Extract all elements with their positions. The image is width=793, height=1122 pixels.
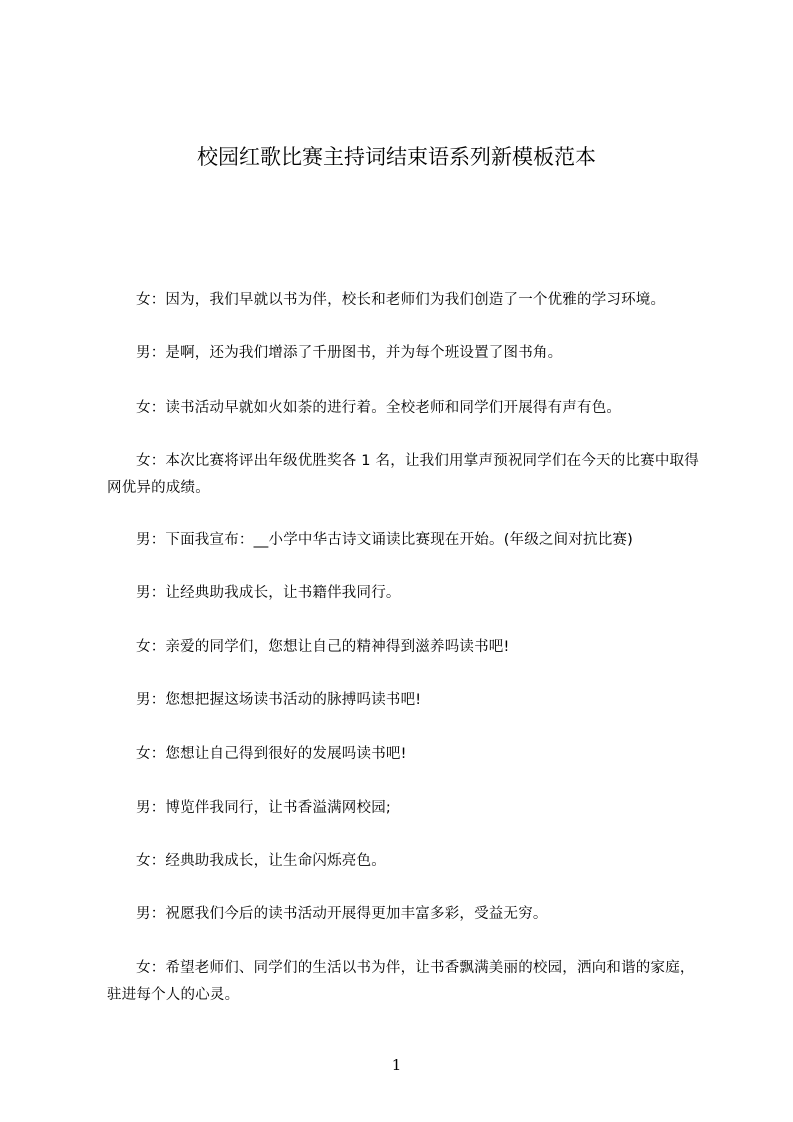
paragraph: 女：经典助我成长，让生命闪烁亮色。: [136, 853, 386, 869]
paragraph: 女：希望老师们、同学们的生活以书为伴，让书香飘满美丽的校园，洒向和谐的家庭，驻进每个人的心灵。: [107, 960, 695, 1003]
page-number: 1: [391, 1056, 402, 1074]
paragraph: 女：读书活动早就如火如荼的进行着。全校老师和同学们开展得有声有色。: [136, 400, 622, 416]
paragraph: 男：祝愿我们今后的读书活动开展得更加丰富多彩，受益无穷。: [136, 906, 548, 922]
paragraph: 女：亲爱的同学们，您想让自己的精神得到滋养吗读书吧!: [136, 639, 510, 655]
paragraph: 男：博览伴我同行，让书香溢满网校园;: [136, 800, 391, 816]
paragraph: 男：您想把握这场读书活动的脉搏吗读书吧!: [136, 692, 422, 708]
paragraph: 女：因为，我们早就以书为伴，校长和老师们为我们创造了一个优雅的学习环境。: [136, 292, 666, 308]
document-title: 校园红歌比赛主持词结束语系列新模板范本: [197, 145, 596, 169]
paragraph: 女：本次比赛将评出年级优胜奖各 1 名，让我们用掌声预祝同学们在今天的比赛中取得网优异的成绩。: [107, 453, 699, 496]
paragraph: 男：是啊，还为我们增添了千册图书，并为每个班设置了图书角。: [136, 345, 563, 361]
paragraph: 男：下面我宣布：__小学中华古诗文诵读比赛现在开始。(年级之间对抗比赛): [136, 532, 634, 548]
paragraph: 女：您想让自己得到很好的发展吗读书吧!: [136, 746, 407, 762]
paragraph: 男：让经典助我成长，让书籍伴我同行。: [136, 585, 401, 601]
